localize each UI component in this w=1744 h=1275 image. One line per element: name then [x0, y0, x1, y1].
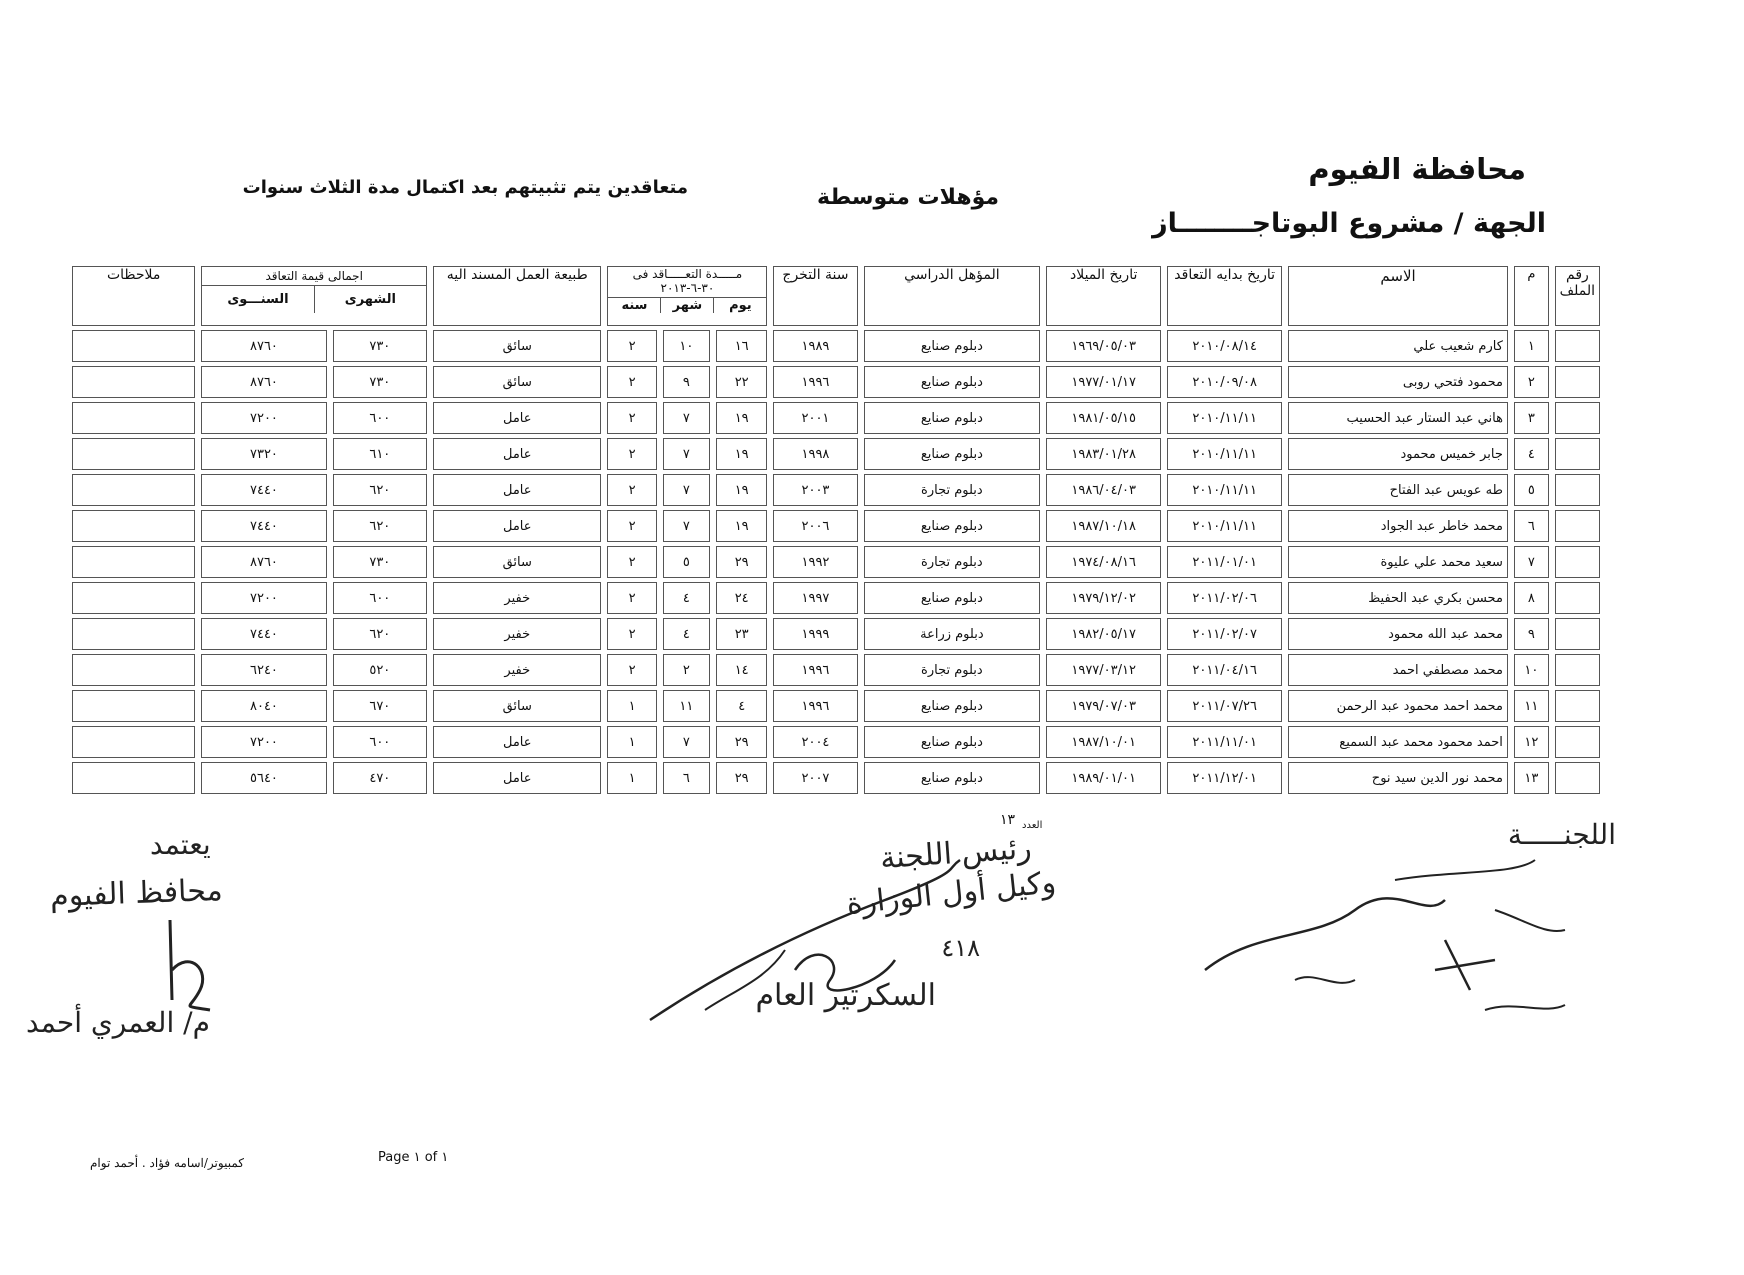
cell-grad: ٢٠٠٤ — [773, 726, 857, 758]
cell-qual: دبلوم صنايع — [864, 438, 1041, 470]
col-day: يوم — [713, 298, 766, 313]
cell-start: ٢٠١١/٠٢/٠٧ — [1167, 618, 1282, 650]
cell-month: ٧ — [663, 474, 710, 506]
cell-name: احمد محمود محمد عبد السميع — [1288, 726, 1508, 758]
cell-qual: دبلوم صنايع — [864, 402, 1041, 434]
sig-right-title: اللجنـــــة — [1507, 818, 1616, 851]
col-monthly: الشهرى — [314, 286, 426, 313]
cell-notes — [72, 402, 195, 434]
cell-month: ١٠ — [663, 330, 710, 362]
table-row — [72, 690, 1600, 722]
cell-monthly: ٦٢٠ — [333, 474, 427, 506]
cell-notes — [72, 438, 195, 470]
cell-start: ٢٠١٠/٠٩/٠٨ — [1167, 366, 1282, 398]
sig-left-name: م/ العمري أحمد — [26, 1006, 210, 1039]
table-header-row — [72, 266, 1600, 326]
cell-m: ٦ — [1514, 510, 1549, 542]
table-row — [72, 726, 1600, 758]
cell-m: ٩ — [1514, 618, 1549, 650]
col-grad-year: سنة التخرج — [773, 266, 857, 326]
cell-birth: ١٩٧٤/٠٨/١٦ — [1046, 546, 1161, 578]
cell-birth: ١٩٨٣/٠١/٢٨ — [1046, 438, 1161, 470]
cell-qual: دبلوم صنايع — [864, 366, 1041, 398]
table-row — [72, 474, 1600, 506]
cell-name: محمد خاطر عبد الجواد — [1288, 510, 1508, 542]
cell-work: عامل — [433, 438, 601, 470]
cell-year: ٢ — [607, 582, 656, 614]
cell-file — [1555, 762, 1600, 794]
cell-year: ١ — [607, 762, 656, 794]
cell-monthly: ٧٣٠ — [333, 366, 427, 398]
cell-work: سائق — [433, 546, 601, 578]
cell-grad: ١٩٨٩ — [773, 330, 857, 362]
cell-month: ٦ — [663, 762, 710, 794]
sig-middle-title: رئيس اللجنة — [879, 830, 1034, 877]
cell-birth: ١٩٨٧/١٠/٠١ — [1046, 726, 1161, 758]
cell-month: ٧ — [663, 510, 710, 542]
cell-qual: دبلوم صنايع — [864, 690, 1041, 722]
count-value: ١٣ — [1000, 812, 1016, 828]
cell-notes — [72, 366, 195, 398]
cell-grad: ١٩٩٧ — [773, 582, 857, 614]
cell-day: ١٩ — [716, 438, 767, 470]
cell-grad: ٢٠٠٧ — [773, 762, 857, 794]
cell-qual: دبلوم تجارة — [864, 474, 1041, 506]
cell-work: سائق — [433, 330, 601, 362]
cell-m: ٤ — [1514, 438, 1549, 470]
cell-file — [1555, 654, 1600, 686]
cell-grad: ٢٠٠٦ — [773, 510, 857, 542]
typist-credit: كمبيوتر/اسامه فؤاد . أحمد توام — [90, 1156, 244, 1170]
cell-day: ١٩ — [716, 510, 767, 542]
cell-start: ٢٠١٠/١١/١١ — [1167, 474, 1282, 506]
table-row — [72, 582, 1600, 614]
cell-birth: ١٩٧٧/٠١/١٧ — [1046, 366, 1161, 398]
cell-m: ٨ — [1514, 582, 1549, 614]
cell-work: سائق — [433, 690, 601, 722]
cell-file — [1555, 330, 1600, 362]
table-row — [72, 366, 1600, 398]
cell-qual: دبلوم زراعة — [864, 618, 1041, 650]
cell-birth: ١٩٦٩/٠٥/٠٣ — [1046, 330, 1161, 362]
cell-year: ١ — [607, 690, 656, 722]
cell-birth: ١٩٨٧/١٠/١٨ — [1046, 510, 1161, 542]
cell-grad: ١٩٩٦ — [773, 654, 857, 686]
cell-monthly: ٥٢٠ — [333, 654, 427, 686]
cell-name: محمد نور الدين سيد نوح — [1288, 762, 1508, 794]
cell-notes — [72, 654, 195, 686]
cell-year: ٢ — [607, 330, 656, 362]
cell-year: ٢ — [607, 402, 656, 434]
cell-year: ٢ — [607, 474, 656, 506]
cell-month: ٤ — [663, 618, 710, 650]
cell-month: ٢ — [663, 654, 710, 686]
cell-file — [1555, 546, 1600, 578]
cell-notes — [72, 690, 195, 722]
cell-birth: ١٩٧٩/١٢/٠٢ — [1046, 582, 1161, 614]
cell-month: ٩ — [663, 366, 710, 398]
cell-annual: ٧٢٠٠ — [201, 582, 326, 614]
cell-start: ٢٠١١/١١/٠١ — [1167, 726, 1282, 758]
contracts-table — [66, 262, 1606, 798]
cell-start: ٢٠١٠/١١/١١ — [1167, 438, 1282, 470]
cell-month: ٤ — [663, 582, 710, 614]
cell-day: ٢٤ — [716, 582, 767, 614]
col-birth-date: تاريخ الميلاد — [1046, 266, 1161, 326]
cell-notes — [72, 618, 195, 650]
cell-month: ٧ — [663, 402, 710, 434]
cell-qual: دبلوم تجارة — [864, 546, 1041, 578]
cell-file — [1555, 690, 1600, 722]
cell-m: ١١ — [1514, 690, 1549, 722]
cell-notes — [72, 474, 195, 506]
cell-month: ٧ — [663, 438, 710, 470]
sig-left-title: يعتمد — [150, 828, 211, 861]
cell-annual: ٨٧٦٠ — [201, 546, 326, 578]
cell-file — [1555, 510, 1600, 542]
cell-qual: دبلوم صنايع — [864, 726, 1041, 758]
cell-annual: ٦٢٤٠ — [201, 654, 326, 686]
cell-name: سعيد محمد علي عليوة — [1288, 546, 1508, 578]
cell-name: محمد عبد الله محمود — [1288, 618, 1508, 650]
cell-file — [1555, 474, 1600, 506]
cell-work: عامل — [433, 726, 601, 758]
cell-monthly: ٦١٠ — [333, 438, 427, 470]
table-row — [72, 546, 1600, 578]
sig-middle-line: وكيل أول الوزارة — [844, 865, 1058, 922]
cell-file — [1555, 366, 1600, 398]
signature-scribble-middle — [645, 840, 975, 1040]
cell-qual: دبلوم صنايع — [864, 762, 1041, 794]
cell-start: ٢٠١٠/١١/١١ — [1167, 402, 1282, 434]
cell-birth: ١٩٧٩/٠٧/٠٣ — [1046, 690, 1161, 722]
cell-work: خفير — [433, 618, 601, 650]
table-row — [72, 654, 1600, 686]
cell-annual: ٧٣٢٠ — [201, 438, 326, 470]
cell-day: ١٦ — [716, 330, 767, 362]
cell-work: عامل — [433, 402, 601, 434]
col-total-value — [201, 266, 427, 326]
cell-qual: دبلوم تجارة — [864, 654, 1041, 686]
cell-monthly: ٧٣٠ — [333, 546, 427, 578]
cell-grad: ٢٠٠٣ — [773, 474, 857, 506]
cell-qual: دبلوم صنايع — [864, 582, 1041, 614]
cell-month: ١١ — [663, 690, 710, 722]
cell-start: ٢٠١١/٠٢/٠٦ — [1167, 582, 1282, 614]
duration-label: مـــــدة التعـــــاقد فى — [632, 267, 743, 281]
cell-monthly: ٦٢٠ — [333, 510, 427, 542]
cell-day: ٢٣ — [716, 618, 767, 650]
cell-m: ٥ — [1514, 474, 1549, 506]
cell-grad: ٢٠٠١ — [773, 402, 857, 434]
cell-year: ١ — [607, 726, 656, 758]
table-row — [72, 402, 1600, 434]
cell-monthly: ٦٧٠ — [333, 690, 427, 722]
col-qualification: المؤهل الدراسي — [864, 266, 1041, 326]
cell-year: ٢ — [607, 438, 656, 470]
cell-grad: ١٩٩٨ — [773, 438, 857, 470]
table-row — [72, 618, 1600, 650]
cell-day: ١٤ — [716, 654, 767, 686]
cell-start: ٢٠١١/٠١/٠١ — [1167, 546, 1282, 578]
col-m: م — [1514, 266, 1549, 326]
cell-name: محمد مصطفي احمد — [1288, 654, 1508, 686]
cell-grad: ١٩٩٢ — [773, 546, 857, 578]
cell-work: عامل — [433, 762, 601, 794]
col-name: الاسم — [1288, 266, 1508, 326]
cell-notes — [72, 546, 195, 578]
table-row — [72, 510, 1600, 542]
cell-notes — [72, 762, 195, 794]
cell-start: ٢٠١١/٠٧/٢٦ — [1167, 690, 1282, 722]
cell-year: ٢ — [607, 618, 656, 650]
cell-notes — [72, 726, 195, 758]
table-row — [72, 438, 1600, 470]
cell-m: ٧ — [1514, 546, 1549, 578]
entity-title: الجهة / مشروع البوتاجــــــــاز — [1152, 208, 1546, 239]
cell-annual: ٧٤٤٠ — [201, 474, 326, 506]
cell-day: ٢٩ — [716, 726, 767, 758]
cell-birth: ١٩٧٧/٠٣/١٢ — [1046, 654, 1161, 686]
cell-day: ٢٩ — [716, 546, 767, 578]
cell-m: ٢ — [1514, 366, 1549, 398]
total-value-label: اجمالى قيمة التعاقد — [265, 269, 363, 283]
cell-name: طه عويس عبد الفتاح — [1288, 474, 1508, 506]
col-duration — [607, 266, 767, 326]
cell-notes — [72, 330, 195, 362]
cell-qual: دبلوم صنايع — [864, 330, 1041, 362]
signature-scribble-right — [1195, 840, 1575, 1030]
cell-day: ٢٩ — [716, 762, 767, 794]
sig-middle-num: ٤١٨ — [941, 934, 980, 962]
cell-file — [1555, 402, 1600, 434]
cell-monthly: ٦٠٠ — [333, 402, 427, 434]
cell-start: ٢٠١٠/٠٨/١٤ — [1167, 330, 1282, 362]
cell-annual: ٧٤٤٠ — [201, 618, 326, 650]
cell-birth: ١٩٨٩/٠١/٠١ — [1046, 762, 1161, 794]
qualification-title: مؤهلات متوسطة — [817, 185, 999, 210]
col-contract-start: تاريخ بدايه التعاقد — [1167, 266, 1282, 326]
cell-day: ٤ — [716, 690, 767, 722]
cell-file — [1555, 582, 1600, 614]
cell-grad: ١٩٩٦ — [773, 690, 857, 722]
cell-birth: ١٩٨١/٠٥/١٥ — [1046, 402, 1161, 434]
cell-file — [1555, 438, 1600, 470]
cell-work: سائق — [433, 366, 601, 398]
sig-left-line: محافظ الفيوم — [49, 872, 224, 915]
cell-annual: ٨٠٤٠ — [201, 690, 326, 722]
cell-birth: ١٩٨٦/٠٤/٠٣ — [1046, 474, 1161, 506]
cell-file — [1555, 726, 1600, 758]
cell-name: محمود فتحي روبى — [1288, 366, 1508, 398]
cell-m: ١ — [1514, 330, 1549, 362]
cell-name: كارم شعيب علي — [1288, 330, 1508, 362]
signature-scribble-left — [150, 910, 230, 1030]
cell-qual: دبلوم صنايع — [864, 510, 1041, 542]
note-title: متعاقدين يتم تثبيتهم بعد اكتمال مدة الثلاث سنوات — [242, 177, 688, 198]
cell-name: جابر خميس محمود — [1288, 438, 1508, 470]
duration-date: ٣٠-٦-٢٠١٣ — [660, 281, 715, 295]
table-row — [72, 762, 1600, 794]
cell-month: ٧ — [663, 726, 710, 758]
cell-start: ٢٠١٠/١١/١١ — [1167, 510, 1282, 542]
cell-day: ١٩ — [716, 474, 767, 506]
cell-work: عامل — [433, 510, 601, 542]
cell-name: محسن بكري عبد الحفيظ — [1288, 582, 1508, 614]
col-notes: ملاحظات — [72, 266, 195, 326]
cell-monthly: ٧٣٠ — [333, 330, 427, 362]
cell-name: محمد احمد محمود عبد الرحمن — [1288, 690, 1508, 722]
col-work-nature: طبيعة العمل المسند اليه — [433, 266, 601, 326]
cell-notes — [72, 510, 195, 542]
cell-annual: ٥٦٤٠ — [201, 762, 326, 794]
cell-annual: ٨٧٦٠ — [201, 330, 326, 362]
governorate-title: محافظة الفيوم — [1308, 152, 1526, 186]
col-month: شهر — [660, 298, 713, 313]
cell-year: ٢ — [607, 510, 656, 542]
cell-monthly: ٦٠٠ — [333, 726, 427, 758]
col-annual: السنـــوى — [227, 292, 289, 307]
cell-monthly: ٤٧٠ — [333, 762, 427, 794]
page-number: Page ١ of ١ — [378, 1150, 449, 1165]
cell-year: ٢ — [607, 654, 656, 686]
cell-notes — [72, 582, 195, 614]
cell-m: ١٠ — [1514, 654, 1549, 686]
cell-grad: ١٩٩٦ — [773, 366, 857, 398]
col-year: سنه — [621, 298, 648, 313]
cell-month: ٥ — [663, 546, 710, 578]
cell-annual: ٧٢٠٠ — [201, 402, 326, 434]
cell-work: عامل — [433, 474, 601, 506]
cell-birth: ١٩٨٢/٠٥/١٧ — [1046, 618, 1161, 650]
cell-file — [1555, 618, 1600, 650]
table-row — [72, 330, 1600, 362]
cell-year: ٢ — [607, 366, 656, 398]
cell-name: هاني عبد الستار عبد الحسيب — [1288, 402, 1508, 434]
col-file-no: رقم الملف — [1555, 266, 1600, 326]
cell-annual: ٨٧٦٠ — [201, 366, 326, 398]
cell-monthly: ٦٢٠ — [333, 618, 427, 650]
cell-annual: ٧٤٤٠ — [201, 510, 326, 542]
cell-year: ٢ — [607, 546, 656, 578]
cell-grad: ١٩٩٩ — [773, 618, 857, 650]
cell-start: ٢٠١١/١٢/٠١ — [1167, 762, 1282, 794]
cell-work: خفير — [433, 582, 601, 614]
cell-start: ٢٠١١/٠٤/١٦ — [1167, 654, 1282, 686]
cell-day: ١٩ — [716, 402, 767, 434]
cell-day: ٢٢ — [716, 366, 767, 398]
cell-m: ٣ — [1514, 402, 1549, 434]
cell-work: خفير — [433, 654, 601, 686]
cell-annual: ٧٢٠٠ — [201, 726, 326, 758]
cell-m: ١٢ — [1514, 726, 1549, 758]
cell-monthly: ٦٠٠ — [333, 582, 427, 614]
cell-m: ١٣ — [1514, 762, 1549, 794]
sig-middle-bottom: السكرتير العام — [755, 978, 936, 1013]
count-label: العدد — [1022, 820, 1043, 831]
